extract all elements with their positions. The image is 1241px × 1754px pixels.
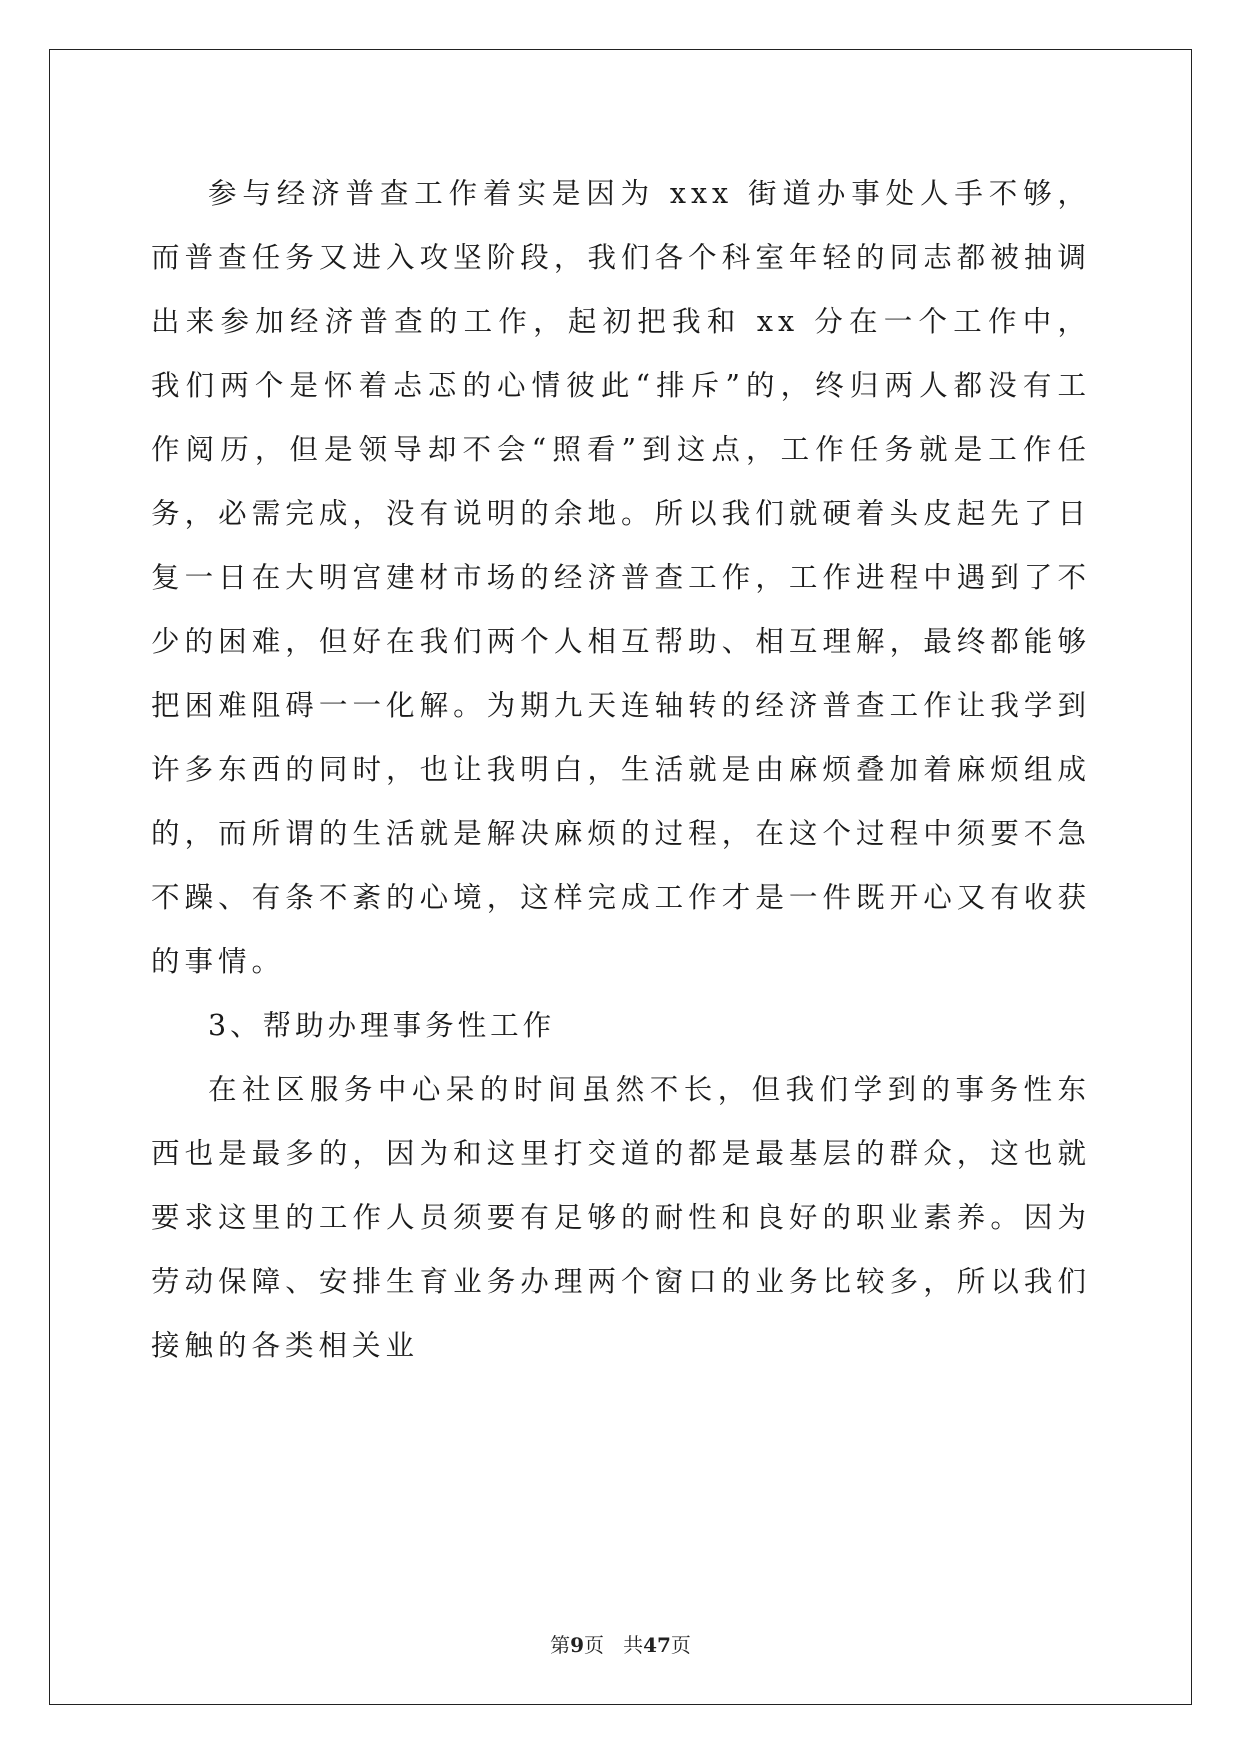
- footer-prefix: 第: [550, 1633, 571, 1657]
- footer-total-unit: 页: [670, 1633, 691, 1657]
- footer-total-prefix: 共: [623, 1633, 644, 1657]
- paragraph-community-service: 在社区服务中心呆的时间虽然不长，但我们学到的事务性东西也是最多的，因为和这里打交道的都是最基层的群众，这也就要求这里的工作人员须要有足够的耐性和良好的职业素养。因为劳动保障、安排生育业务办理两个窗口的业务比较多，所以我们接触的各类相关业: [151, 1073, 1091, 1362]
- footer-page-unit: 页: [584, 1633, 604, 1657]
- document-body: [151, 162, 1091, 1378]
- page-footer: [0, 1629, 1241, 1658]
- section-heading: 3、帮助办理事务性工作: [208, 1009, 556, 1042]
- paragraph-economic-census: 参与经济普查工作着实是因为 xxx 街道办事处人手不够，而普查任务又进入攻坚阶段，我们各个科室年轻的同志都被抽调出来参加经济普查的工作，起初把我和 xx 分在一个工作中，我们两个是怀着忐忑的心情彼此“排斥”的，终归两人都没有工作阅历，但是领导却不会“照看”到这点，工作任务就是工作任务，必需完成，没有说明的余地。所以我们就硬着头皮起先了日复一日在大明宫建材市场的经济普查工作，工作进程中遇到了不少的困难，但好在我们两个人相互帮助、相互理解，最终都能够把困难阻碍一一化解。为期九天连轴转的经济普查工作让我学到许多东西的同时，也让我明白，生活就是由麻烦叠加着麻烦组成的，而所谓的生活就是解决麻烦的过程，在这个过程中须要不急不躁、有条不紊的心境，这样完成工作才是一件既开心又有收获的事情。: [151, 177, 1091, 978]
- footer-current-page: 9: [570, 1633, 584, 1657]
- footer-total-pages: 47: [643, 1633, 671, 1657]
